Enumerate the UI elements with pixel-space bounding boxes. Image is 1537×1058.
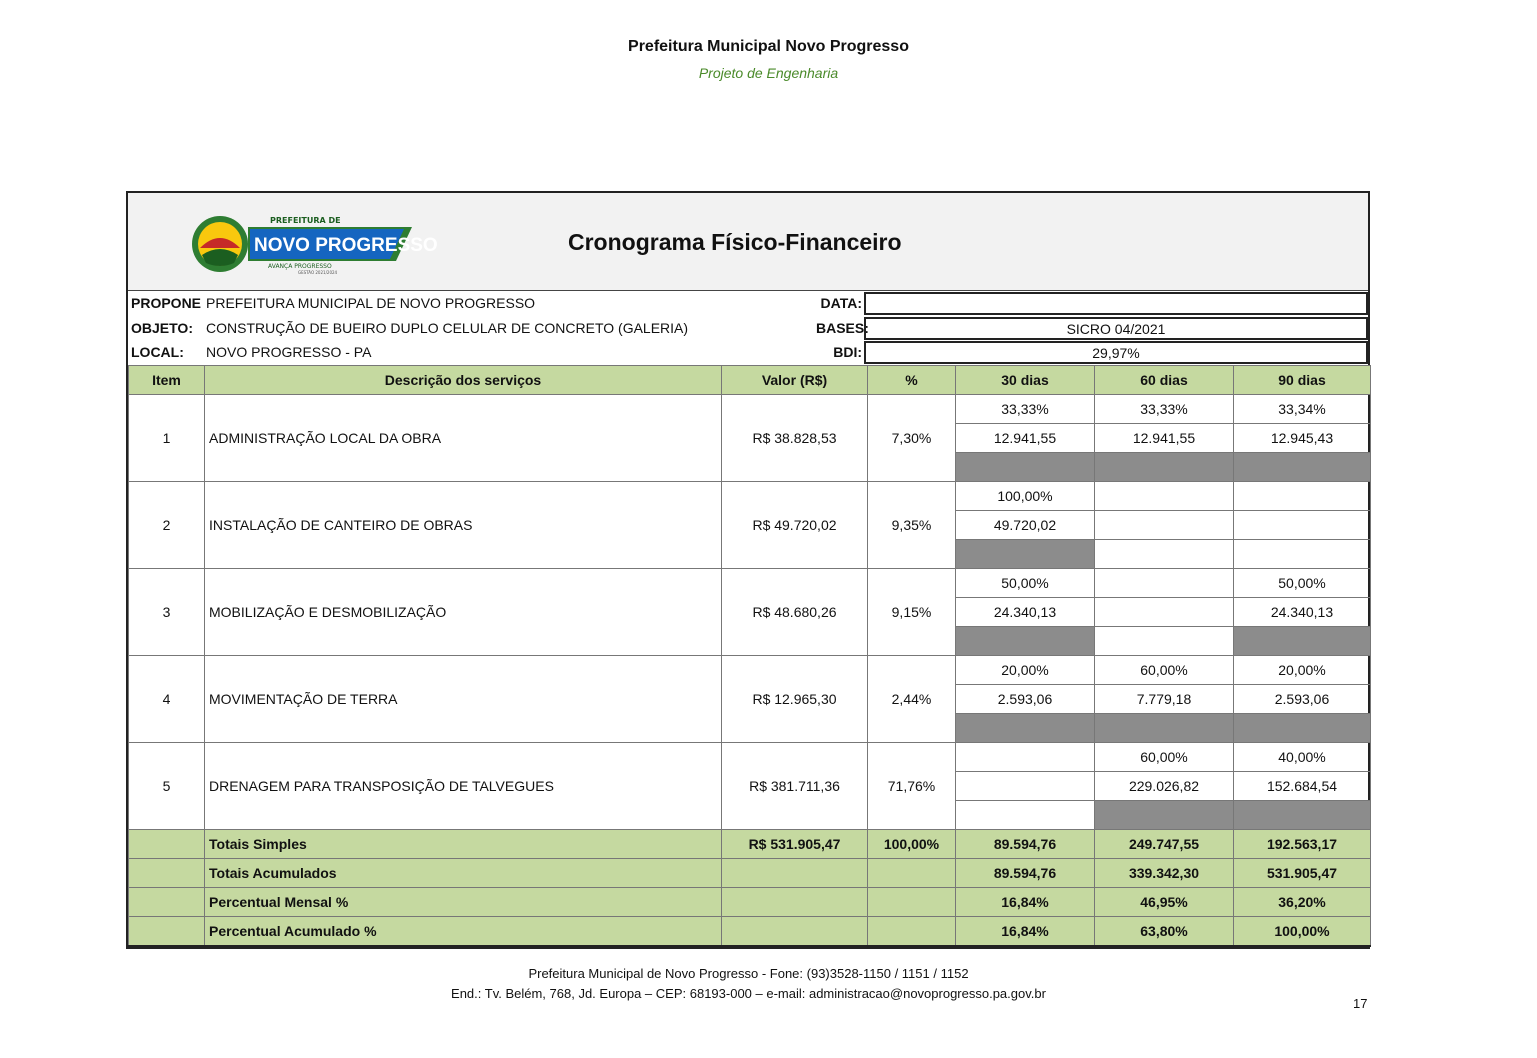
period-bar [1234, 714, 1371, 743]
col-header-desc: Descrição dos serviços [205, 366, 722, 395]
objeto-value: CONSTRUÇÃO DE BUEIRO DUPLO CELULAR DE CONCRETO (GALERIA) [206, 320, 689, 336]
totals-90: 531.905,47 [1234, 859, 1371, 888]
period-bar [956, 714, 1095, 743]
period-percent: 33,33% [956, 395, 1095, 424]
local-value: NOVO PROGRESSO - PA [206, 344, 372, 360]
period-bar [1095, 801, 1234, 830]
period-percent [956, 743, 1095, 772]
totals-pct [868, 859, 956, 888]
item-value: R$ 12.965,30 [722, 656, 868, 743]
data-label: DATA: [820, 295, 862, 311]
period-percent: 33,33% [1095, 395, 1234, 424]
item-row [129, 482, 1371, 511]
totals-row [129, 888, 1371, 917]
period-percent: 20,00% [1234, 656, 1371, 685]
period-value: 7.779,18 [1095, 685, 1234, 714]
footer-line-2: End.: Tv. Belém, 768, Jd. Europa – CEP: 68193-000 – e-mail: administracao@novoprogresso.pa.gov.br [451, 986, 1046, 1001]
footer-line-1: Prefeitura Municipal de Novo Progresso - Fone: (93)3528-1150 / 1151 / 1152 [528, 966, 969, 981]
item-description: DRENAGEM PARA TRANSPOSIÇÃO DE TALVEGUES [205, 743, 722, 830]
item-description: MOVIMENTAÇÃO DE TERRA [205, 656, 722, 743]
totals-empty [129, 888, 205, 917]
item-percent: 71,76% [868, 743, 956, 830]
item-row [129, 395, 1371, 424]
totals-30: 16,84% [956, 917, 1095, 947]
item-percent: 9,35% [868, 482, 956, 569]
bdi-label: BDI: [833, 344, 862, 360]
totals-90: 192.563,17 [1234, 830, 1371, 859]
period-value: 12.941,55 [956, 424, 1095, 453]
table-header-row [129, 366, 1371, 395]
col-header-valor: Valor (R$) [722, 366, 868, 395]
period-value [1234, 511, 1371, 540]
item-number: 3 [129, 569, 205, 656]
totals-row [129, 859, 1371, 888]
item-value: R$ 381.711,36 [722, 743, 868, 830]
municipal-logo [190, 213, 438, 275]
item-percent: 2,44% [868, 656, 956, 743]
period-percent [1234, 482, 1371, 511]
item-row [129, 569, 1371, 598]
period-bar [956, 540, 1095, 569]
totals-label: Totais Acumulados [205, 859, 722, 888]
period-percent [1095, 482, 1234, 511]
period-percent: 60,00% [1095, 656, 1234, 685]
period-percent: 20,00% [956, 656, 1095, 685]
logo-main-text: NOVO PROGRESSO [254, 235, 438, 256]
totals-label: Percentual Mensal % [205, 888, 722, 917]
period-value: 152.684,54 [1234, 772, 1371, 801]
item-value: R$ 49.720,02 [722, 482, 868, 569]
logo-top-text: PREFEITURA DE [270, 216, 341, 225]
totals-valor [722, 888, 868, 917]
logo-years-text: GESTÃO 2021/2024 [298, 270, 338, 275]
period-bar [956, 453, 1095, 482]
period-percent: 50,00% [956, 569, 1095, 598]
totals-pct [868, 888, 956, 917]
totals-pct [868, 917, 956, 947]
logo-tag-text: AVANÇA PROGRESSO [268, 263, 332, 270]
totals-60: 339.342,30 [1095, 859, 1234, 888]
totals-60: 249.747,55 [1095, 830, 1234, 859]
page-header-title: Prefeitura Municipal Novo Progresso [628, 38, 909, 55]
objeto-label: OBJETO: [131, 320, 193, 336]
totals-empty [129, 859, 205, 888]
totals-valor: R$ 531.905,47 [722, 830, 868, 859]
period-value: 49.720,02 [956, 511, 1095, 540]
item-description: MOBILIZAÇÃO E DESMOBILIZAÇÃO [205, 569, 722, 656]
totals-row [129, 917, 1371, 947]
col-header-60: 60 dias [1095, 366, 1234, 395]
totals-90: 36,20% [1234, 888, 1371, 917]
page-number: 17 [1353, 996, 1368, 1011]
bases-label: BASES: [816, 320, 869, 336]
period-percent: 100,00% [956, 482, 1095, 511]
propone-value: PREFEITURA MUNICIPAL DE NOVO PROGRESSO [206, 295, 536, 311]
item-description: ADMINISTRAÇÃO LOCAL DA OBRA [205, 395, 722, 482]
data-value [864, 292, 1368, 315]
period-value: 2.593,06 [1234, 685, 1371, 714]
item-row [129, 743, 1371, 772]
totals-60: 46,95% [1095, 888, 1234, 917]
bases-value: SICRO 04/2021 [864, 317, 1368, 340]
period-value: 24.340,13 [956, 598, 1095, 627]
local-label: LOCAL: [131, 344, 184, 360]
totals-valor [722, 859, 868, 888]
item-percent: 9,15% [868, 569, 956, 656]
period-value [956, 772, 1095, 801]
period-value: 12.945,43 [1234, 424, 1371, 453]
totals-60: 63,80% [1095, 917, 1234, 947]
propone-label: PROPONE [131, 295, 202, 311]
period-bar [1234, 627, 1371, 656]
schedule-title: Cronograma Físico-Financeiro [568, 229, 902, 255]
period-percent: 60,00% [1095, 743, 1234, 772]
col-header-item: Item [129, 366, 205, 395]
period-percent: 40,00% [1234, 743, 1371, 772]
period-bar [1234, 801, 1371, 830]
totals-label: Percentual Acumulado % [205, 917, 722, 947]
period-bar [1234, 453, 1371, 482]
period-value: 229.026,82 [1095, 772, 1234, 801]
period-percent [1095, 569, 1234, 598]
totals-30: 89.594,76 [956, 859, 1095, 888]
period-bar [1095, 540, 1234, 569]
period-bar [1095, 627, 1234, 656]
item-description: INSTALAÇÃO DE CANTEIRO DE OBRAS [205, 482, 722, 569]
item-row [129, 656, 1371, 685]
period-percent: 33,34% [1234, 395, 1371, 424]
totals-label: Totais Simples [205, 830, 722, 859]
totals-empty [129, 917, 205, 947]
col-header-30: 30 dias [956, 366, 1095, 395]
period-value [1095, 598, 1234, 627]
schedule-table [128, 365, 1371, 947]
totals-pct: 100,00% [868, 830, 956, 859]
period-percent: 50,00% [1234, 569, 1371, 598]
col-header-90: 90 dias [1234, 366, 1371, 395]
item-number: 1 [129, 395, 205, 482]
bdi-value: 29,97% [864, 341, 1368, 364]
totals-valor [722, 917, 868, 947]
period-bar [1234, 540, 1371, 569]
project-info [128, 291, 1368, 365]
schedule-sheet [126, 191, 1370, 949]
page-header-subtitle: Projeto de Engenharia [698, 65, 839, 81]
item-number: 5 [129, 743, 205, 830]
period-bar [956, 801, 1095, 830]
totals-row [129, 830, 1371, 859]
period-value [1095, 511, 1234, 540]
item-number: 2 [129, 482, 205, 569]
period-bar [1095, 714, 1234, 743]
period-bar [956, 627, 1095, 656]
item-percent: 7,30% [868, 395, 956, 482]
item-value: R$ 48.680,26 [722, 569, 868, 656]
totals-90: 100,00% [1234, 917, 1371, 947]
totals-30: 89.594,76 [956, 830, 1095, 859]
period-bar [1095, 453, 1234, 482]
period-value: 12.941,55 [1095, 424, 1234, 453]
item-number: 4 [129, 656, 205, 743]
totals-empty [129, 830, 205, 859]
period-value: 24.340,13 [1234, 598, 1371, 627]
col-header-pct: % [868, 366, 956, 395]
banner [128, 193, 1368, 291]
period-value: 2.593,06 [956, 685, 1095, 714]
totals-30: 16,84% [956, 888, 1095, 917]
item-value: R$ 38.828,53 [722, 395, 868, 482]
